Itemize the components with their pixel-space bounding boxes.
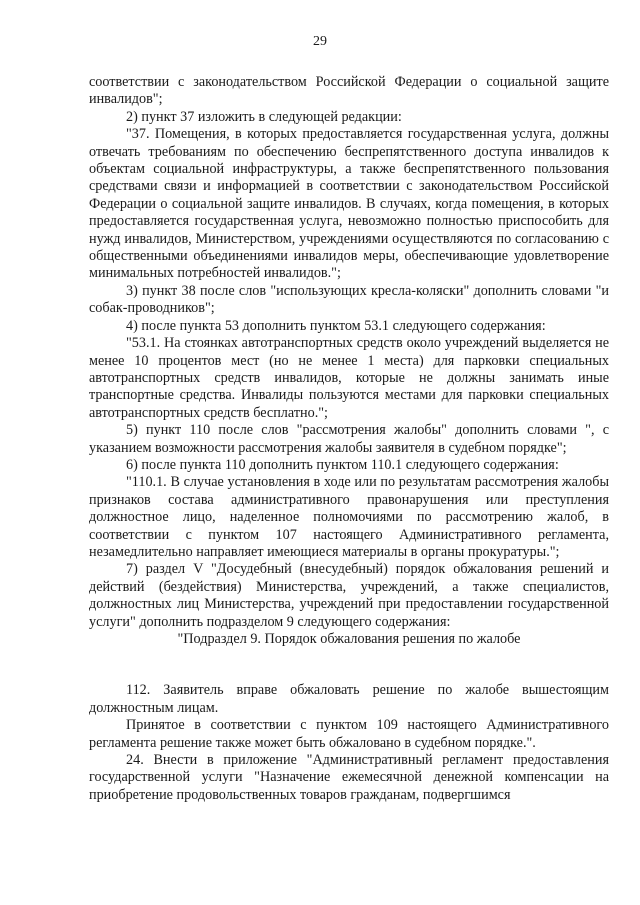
paragraph-item-24: 24. Внести в приложение "Административный регламент предоставления государственной услуги "Назначение ежемесячной денежной компенсации на приобретение продовольственных товаров гражданам, подвергшимся [89, 752, 609, 803]
document-body [89, 74, 609, 804]
subsection-heading: "Подраздел 9. Порядок обжалования решения по жалобе [177, 631, 521, 647]
paragraph-item-3: 3) пункт 38 после слов "использующих кресла-коляски" дополнить словами "и собак-проводников"; [89, 282, 609, 317]
page-number: 29 [313, 34, 327, 49]
paragraph-point-53-1: "53.1. На стоянках автотранспортных средств около учреждений выделяется не менее 10 процентов мест (но не менее 1 места) для парковки специальных автотранспортных средств инвалидов, которые не должны занимать иные транспортные средства. Инвалиды пользуются местами для парковки специальных автотранспортных средств бесплатно."; [89, 335, 609, 421]
paragraph-continuation: соответствии с законодательством Российской Федерации о социальной защите инвалидов"; [89, 74, 609, 108]
paragraph-point-112: 112. Заявитель вправе обжаловать решение по жалобе вышестоящим должностным лицам. [89, 682, 609, 716]
paragraph-item-6: 6) после пункта 110 дополнить пунктом 110.1 следующего содержания: [126, 456, 559, 473]
paragraph-point-37: "37. Помещения, в которых предоставляется государственная услуга, должны отвечать требованиям по обеспечению беспрепятственного доступа инвалидов к объектам социальной инфраструктуры, а также беспрепятственного пользования средствами связи и информацией в соответствии с законодательством Российской Федерации о социальной защите инвалидов. В случаях, когда помещения, в которых предоставляется государственная услуга, невозможно полностью приспособить для нужд инвалидов, Министерством, учреждениями осуществляются по согласованию с общественными объединениями инвалидов меры, обеспечивающие удовлетворение минимальных потребностей инвалидов."; [89, 126, 609, 282]
paragraph-point-110-1: "110.1. В случае установления в ходе или по результатам рассмотрения жалобы признаков состава административного правонарушения или преступления должностное лицо, наделенное полномочиями по рассмотрению жалоб, в соответствии с пунктом 107 настоящего Административного регламента, незамедлительно направляет имеющиеся материалы в органы прокуратуры."; [89, 474, 609, 560]
paragraph-item-5: 5) пункт 110 после слов "рассмотрения жалобы" дополнить словами ", с указанием возможности рассмотрения жалобы заявителя в судебном порядке"; [89, 422, 609, 456]
paragraph-decision: Принятое в соответствии с пунктом 109 настоящего Административного регламента решение также может быть обжаловано в судебном порядке.". [89, 717, 609, 751]
paragraph-item-2: 2) пункт 37 изложить в следующей редакции: [126, 108, 402, 125]
paragraph-item-4: 4) после пункта 53 дополнить пунктом 53.1 следующего содержания: [126, 317, 546, 334]
paragraph-item-7: 7) раздел V "Досудебный (внесудебный) порядок обжалования решений и действий (бездействия) Министерства, учреждений, а также специалистов, должностных лиц Министерства, учреждений при предоставлении государственной услуги" дополнить подразделом 9 следующего содержания: [89, 561, 609, 630]
